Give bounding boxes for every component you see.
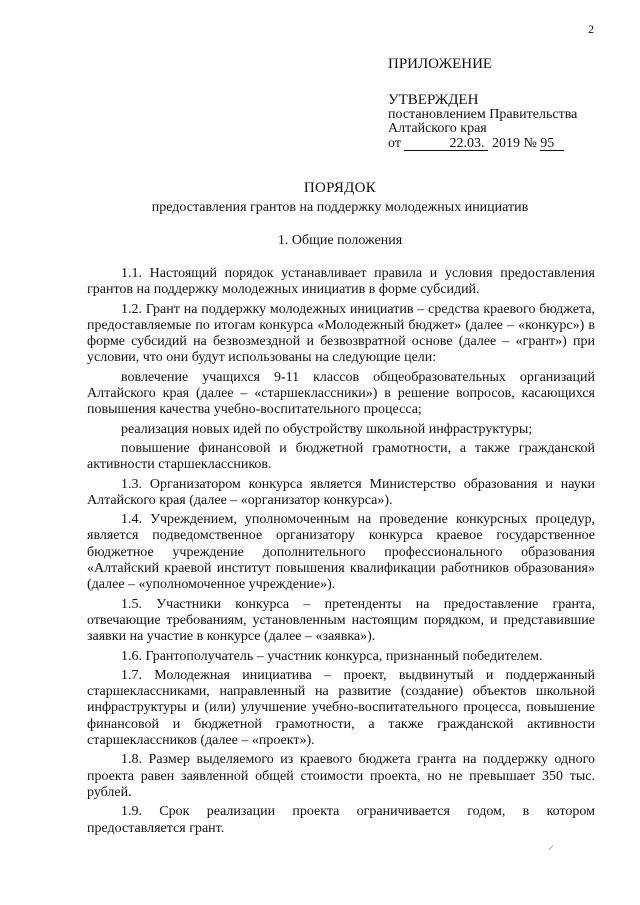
paragraph-goal-3: повышение финансовой и бюджетной грамотности, а также гражданской активности старшеклассников. — [87, 440, 595, 473]
document-title: ПОРЯДОК — [303, 180, 377, 196]
appendix-heading: ПРИЛОЖЕНИЕ — [388, 56, 493, 72]
section-heading: 1. Общие положения — [277, 233, 403, 248]
paragraph-1-9: 1.9. Срок реализации проекта ограничивается годом, в котором предоставляется грант. — [87, 804, 595, 836]
paragraph-goal-2: реализация новых идей по обустройству школьной инфраструктуры; — [121, 421, 533, 437]
page-number: 2 — [588, 22, 594, 36]
approval-block — [388, 56, 618, 151]
scan-mark: ⸝ — [548, 838, 555, 852]
paragraph-1-5: 1.5. Участники конкурса – претенденты на предоставление гранта, отвечающие требованиям, установленным настоящим порядком, и представившие заявки на участие в конкурсе (далее – «заявка»). — [87, 596, 595, 645]
from-label: от — [388, 136, 401, 151]
document-subtitle: предоставления грантов на поддержку молодежных инициатив — [151, 200, 529, 215]
paragraph-1-1: 1.1. Настоящий порядок устанавливает правила и условия предоставления грантов на поддержку молодежных инициатив в форме субсидий. — [87, 266, 595, 298]
approval-date: 22.03. — [404, 137, 488, 151]
paragraph-1-7: 1.7. Молодежная инициатива – проект, выдвинутый и поддержанный старшеклассниками, направленный на развитие (создание) объектов школьной инфраструктуры и (или) улучшение учебно-воспитательного процесса, повышение финансовой и бюджетной грамотности, а также гражданской активности старшеклассников (далее – «проект»). — [87, 667, 595, 749]
approval-line-2: Алтайского края — [388, 121, 487, 136]
paragraph-1-2: 1.2. Грант на поддержку молодежных инициатив – средства краевого бюджета, предоставляемые по итогам конкурса «Молодежный бюджет» (далее – «конкурс») в форме субсидий на безвозмездной и безвозвратной основе (далее – «грант») при условии, что они будут использованы на следующие цели: — [87, 301, 595, 366]
approved-heading: УТВЕРЖДЕН — [388, 92, 479, 108]
paragraph-1-4: 1.4. Учреждением, уполномоченным на проведение конкурсных процедур, является подведомственное организатору конкурса краевое государственное бюджетное учреждение дополнительного профессионального образования «Алтайский краевой институт повышения квалификации работников образования» (далее – «уполномоченное учреждение»). — [87, 512, 595, 593]
approval-year: 2019 № — [491, 136, 537, 151]
paragraph-1-3: 1.3. Организатором конкурса является Министерство образования и науки Алтайского края (далее – «организатор конкурса»). — [87, 476, 595, 508]
paragraph-goal-1: вовлечение учащихся 9-11 классов общеобразовательных организаций Алтайского края (далее – «старшеклассники») в решение вопросов, касающихся повышения качества учебно-воспитательного процесса; — [87, 369, 595, 418]
approval-line-1: постановлением Правительства — [388, 107, 578, 122]
document-body — [87, 266, 595, 840]
paragraph-1-8: 1.8. Размер выделяемого из краевого бюджета гранта на поддержку одного проекта равен заявленной общей стоимости проекта, но не превышает 350 тыс. рублей. — [87, 752, 595, 800]
paragraph-1-6: 1.6. Грантополучатель – участник конкурса, признанный победителем. — [121, 648, 543, 664]
approval-date-line — [388, 136, 618, 151]
approval-number: 95 — [540, 137, 564, 151]
